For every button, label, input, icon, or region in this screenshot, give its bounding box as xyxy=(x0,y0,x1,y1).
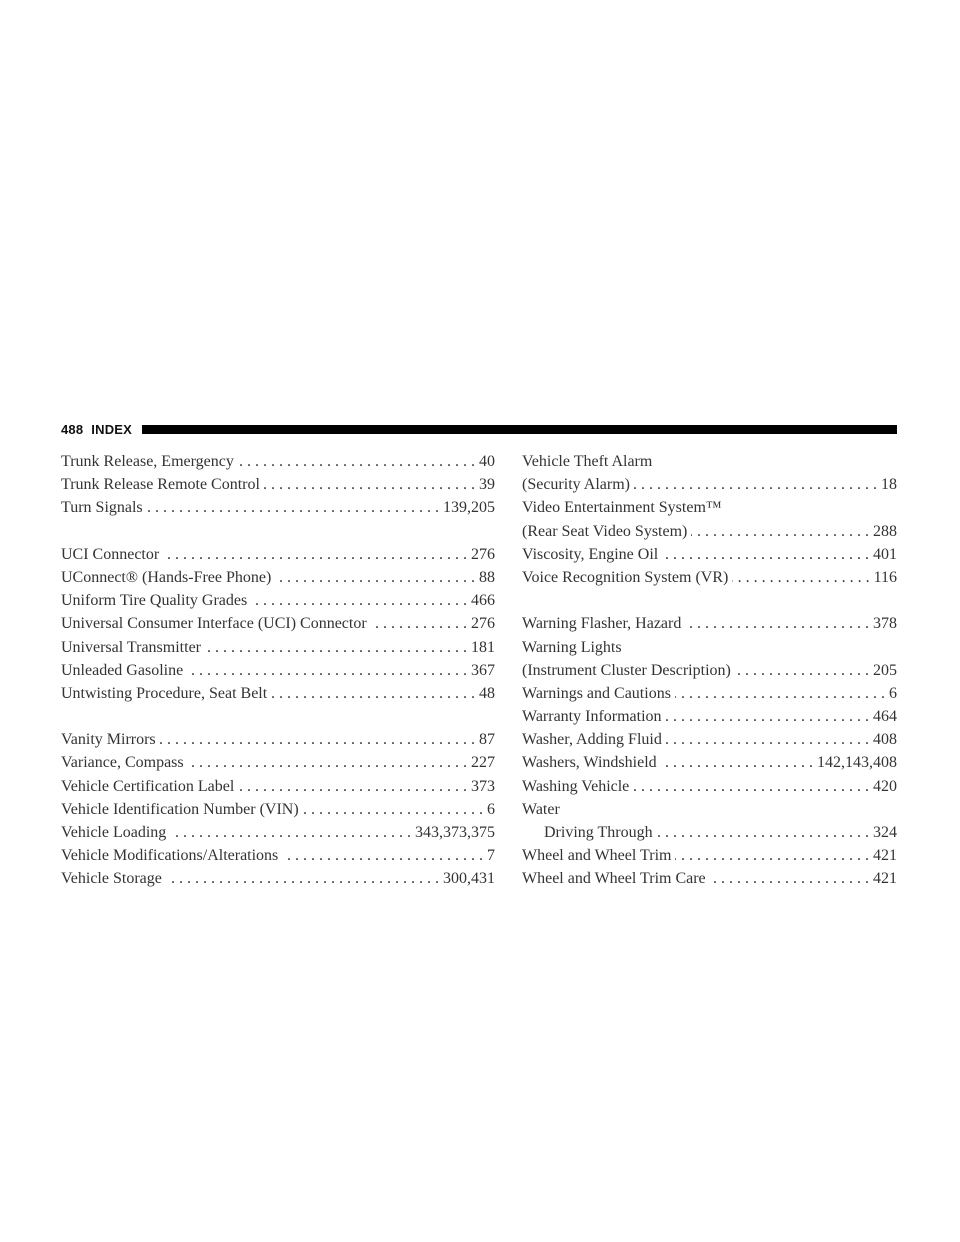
index-entry-label: Vehicle Identification Number (VIN) xyxy=(61,800,299,818)
index-entry xyxy=(522,821,897,844)
index-entry-label: (Rear Seat Video System) xyxy=(522,522,688,540)
index-entry xyxy=(522,659,897,682)
leader-dots xyxy=(657,821,869,844)
index-entry xyxy=(522,705,897,728)
index-entry-label: Turn Signals xyxy=(61,499,143,517)
leader-dots xyxy=(685,612,869,635)
leader-dots xyxy=(238,775,467,798)
index-entry-label: Trunk Release Remote Control xyxy=(61,476,260,494)
index-entry xyxy=(61,775,495,798)
index-entry-page: 88 xyxy=(479,568,495,586)
index-entry xyxy=(522,751,897,774)
index-entry-label: Warning Flasher, Hazard xyxy=(522,615,682,633)
index-entry-label: Variance, Compass xyxy=(61,754,184,772)
index-entry-page: 39 xyxy=(479,476,495,494)
index-entry-label: Wheel and Wheel Trim Care xyxy=(522,870,706,888)
index-entry-page: 373 xyxy=(471,777,495,795)
leader-dots xyxy=(666,705,869,728)
index-entry-page: 7 xyxy=(487,847,495,865)
index-entry-label: (Security Alarm) xyxy=(522,476,630,494)
leader-dots xyxy=(662,543,869,566)
index-entry-label: Vanity Mirrors xyxy=(61,731,156,749)
index-entry-label: Trunk Release, Emergency xyxy=(61,453,234,470)
index-entry-label: Vehicle Modifications/Alterations xyxy=(61,847,279,865)
index-entry-page: 18 xyxy=(881,476,897,494)
index-entry-label: Washers, Windshield xyxy=(522,754,657,772)
index-entry xyxy=(522,473,897,496)
index-entry-label: Washing Vehicle xyxy=(522,777,630,795)
index-entry-page: 401 xyxy=(873,545,897,563)
index-entry xyxy=(61,636,495,659)
index-entry-page: 227 xyxy=(471,754,495,772)
leader-dots xyxy=(371,612,467,635)
leader-dots xyxy=(661,751,813,774)
index-entry xyxy=(522,867,897,890)
index-entry-page: 343,373,375 xyxy=(415,824,495,841)
index-entry-page: 288 xyxy=(873,522,897,540)
index-entry-page: 276 xyxy=(471,545,495,563)
index-entry-page: 324 xyxy=(873,824,897,841)
index-entry-label: (Instrument Cluster Description) xyxy=(522,661,731,679)
index-entry xyxy=(61,844,495,867)
leader-dots xyxy=(282,844,483,867)
index-entry-page: 6 xyxy=(487,800,495,818)
index-entry-page: 142,143,408 xyxy=(817,754,897,772)
index-entry-label: Universal Transmitter xyxy=(61,638,201,656)
index-entry xyxy=(61,867,495,890)
index-entry xyxy=(61,450,495,473)
index-entry-page: 464 xyxy=(873,708,897,726)
index-entry xyxy=(522,844,897,867)
index-entry xyxy=(61,612,495,635)
index-entry-label: Vehicle Loading xyxy=(61,824,167,841)
index-entry-page: 48 xyxy=(479,684,495,702)
index-column-left xyxy=(61,450,495,891)
header-rule xyxy=(142,425,897,434)
leader-dots xyxy=(691,520,869,543)
index-entry-label: Untwisting Procedure, Seat Belt xyxy=(61,684,268,702)
index-entry xyxy=(61,659,495,682)
index-entry xyxy=(522,543,897,566)
index-entry-label: Washer, Adding Fluid xyxy=(522,731,662,749)
index-entry-page: 420 xyxy=(873,777,897,795)
index-entry-page: 276 xyxy=(471,615,495,633)
index-entry-label: Warranty Information xyxy=(522,708,662,726)
index-entry xyxy=(61,682,495,705)
index-entry-label: UCI Connector xyxy=(61,545,160,563)
index-entry-page: 466 xyxy=(471,592,495,610)
page-number: 488 xyxy=(61,421,84,437)
index-entry xyxy=(522,636,897,659)
leader-dots xyxy=(187,659,467,682)
leader-dots xyxy=(633,775,869,798)
index-entry-label: Warnings and Cautions xyxy=(522,684,671,702)
index-entry xyxy=(61,751,495,774)
index-entry-page: 139,205 xyxy=(443,499,495,517)
leader-dots xyxy=(160,728,475,751)
index-entry-label: Vehicle Storage xyxy=(61,870,162,888)
section-title: INDEX xyxy=(91,421,133,437)
index-entry xyxy=(522,566,897,589)
leader-dots xyxy=(275,566,475,589)
index-entry-page: 205 xyxy=(873,661,897,679)
leader-dots xyxy=(271,682,475,705)
index-entry-page: 40 xyxy=(479,453,495,470)
index-entry-page: 6 xyxy=(889,684,897,702)
index-entry xyxy=(522,496,897,519)
leader-dots xyxy=(188,751,467,774)
index-entry xyxy=(522,450,897,473)
index-entry xyxy=(522,682,897,705)
index-entry-page: 421 xyxy=(873,870,897,888)
index-entry-label: Vehicle Theft Alarm xyxy=(522,453,653,470)
leader-dots xyxy=(238,450,475,473)
index-entry-label: Voice Recognition System (VR) xyxy=(522,568,729,586)
index-entry-label: Driving Through xyxy=(544,824,653,841)
leader-dots xyxy=(170,821,411,844)
index-entry xyxy=(522,520,897,543)
index-entry-page: 378 xyxy=(873,615,897,633)
index-entry-label: Universal Consumer Interface (UCI) Connector xyxy=(61,615,367,633)
index-entry-label: UConnect® (Hands-Free Phone) xyxy=(61,568,272,586)
index-entry-page: 367 xyxy=(471,661,495,679)
index-entry-page: 408 xyxy=(873,731,897,749)
leader-dots xyxy=(675,844,869,867)
index-entry xyxy=(61,473,495,496)
index-entry-page: 87 xyxy=(479,731,495,749)
index-entry xyxy=(61,543,495,566)
index-entry-label: Vehicle Certification Label xyxy=(61,777,235,795)
index-entry-page: 181 xyxy=(471,638,495,656)
index-entry-page: 421 xyxy=(873,847,897,865)
index-column-right xyxy=(522,450,897,891)
index-entry xyxy=(61,798,495,821)
leader-dots xyxy=(634,473,877,496)
index-entry-label: Video Entertainment System™ xyxy=(522,499,722,517)
index-entry-page: 300,431 xyxy=(443,870,495,888)
index-entry xyxy=(522,798,897,821)
index-entry xyxy=(522,728,897,751)
leader-dots xyxy=(147,496,439,519)
leader-dots xyxy=(666,728,869,751)
index-entry-label: Viscosity, Engine Oil xyxy=(522,545,659,563)
leader-dots xyxy=(251,589,467,612)
index-entry-page: 116 xyxy=(873,568,897,586)
page-header xyxy=(61,419,897,439)
leader-dots xyxy=(675,682,885,705)
leader-dots xyxy=(205,636,467,659)
leader-dots xyxy=(166,867,439,890)
index-entry-label: Warning Lights xyxy=(522,638,622,656)
leader-dots xyxy=(710,867,869,890)
index-entry-label: Wheel and Wheel Trim xyxy=(522,847,672,865)
index-entry xyxy=(61,566,495,589)
leader-dots xyxy=(163,543,467,566)
leader-dots xyxy=(303,798,483,821)
index-entry xyxy=(61,589,495,612)
index-entry-label: Water xyxy=(522,800,560,818)
index-entry xyxy=(522,775,897,798)
index-entry-label: Unleaded Gasoline xyxy=(61,661,184,679)
leader-dots xyxy=(264,473,475,496)
leader-dots xyxy=(735,659,869,682)
index-entry xyxy=(61,821,495,844)
index-entry xyxy=(522,612,897,635)
index-entry-label: Uniform Tire Quality Grades xyxy=(61,592,248,610)
index-entry xyxy=(61,496,495,519)
index-entry xyxy=(61,728,495,751)
leader-dots xyxy=(732,566,869,589)
